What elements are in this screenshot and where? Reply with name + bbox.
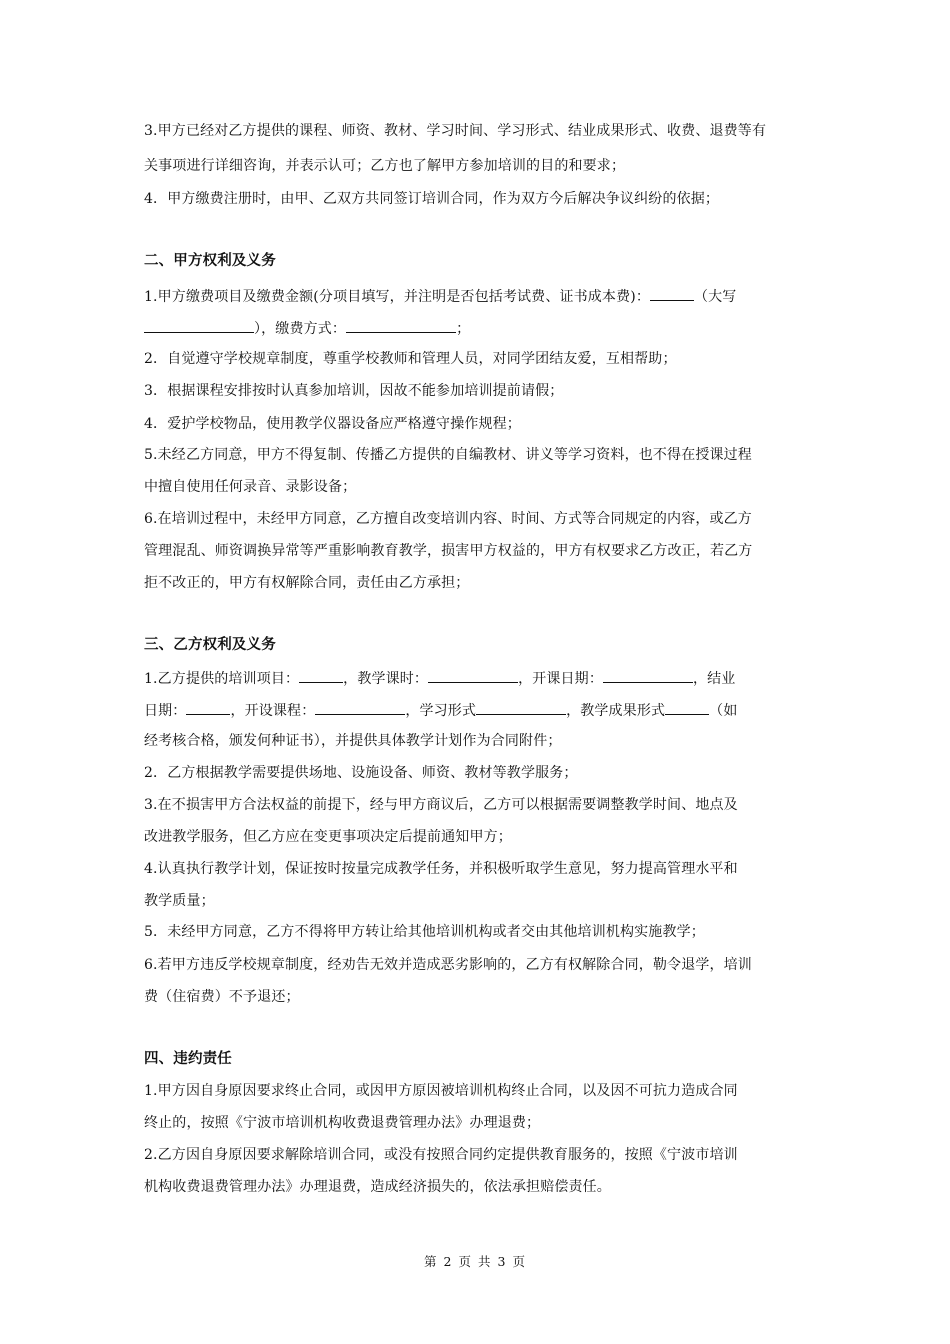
footer-prefix: 第 <box>424 1254 438 1269</box>
section-4-item-2-line-2: 机构收费退费管理办法》办理退费，造成经济损失的，依法承担赔偿责任。 <box>144 1179 611 1195</box>
section-3-item-1-line-2 <box>144 699 814 721</box>
training-project-blank <box>299 667 343 683</box>
training-project-label: 1.乙方提供的培训项目： <box>144 671 300 687</box>
completion-label: ，结业 <box>692 671 736 687</box>
outcome-form-blank <box>665 699 709 715</box>
section-2-item-1-line-1 <box>144 285 814 307</box>
clause-4: 4．甲方缴费注册时，由甲、乙双方共同签订培训合同，作为双方今后解决争议纠纷的依据； <box>144 191 720 207</box>
section-2-item-1-text: 1.甲方缴费项目及缴费金额(分项目填写，并注明是否包括考试费、证书成本费)： <box>144 289 650 305</box>
section-2-item-1-capital: （大写 <box>693 289 737 305</box>
footer-total-word: 共 <box>478 1254 492 1269</box>
completion-date-label: 日期： <box>144 703 187 719</box>
footer-suffix: 页 <box>512 1254 526 1269</box>
courses-label: ，开设课程： <box>230 703 316 719</box>
class-hours-blank <box>428 667 518 683</box>
courses-blank <box>315 699 405 715</box>
section-2-item-5-line-2: 中擅自使用任何录音、录影设备； <box>144 479 357 495</box>
clause-3-line-2: 关事项进行详细咨询，并表示认可；乙方也了解甲方参加培训的目的和要求； <box>144 158 626 174</box>
class-hours-label: ，教学课时： <box>343 671 429 687</box>
section-2-item-6-line-1: 6.在培训过程中，未经甲方同意，乙方擅自改变培训内容、时间、方式等合同规定的内容，或乙方 <box>144 511 752 527</box>
section-3-item-5: 5．未经甲方同意，乙方不得将甲方转让给其他培训机构或者交由其他培训机构实施教学； <box>144 924 705 940</box>
study-form-blank <box>476 699 566 715</box>
section-4-item-1-line-2: 终止的，按照《宁波市培训机构收费退费管理办法》办理退费； <box>144 1115 541 1131</box>
section-2-item-2: 2．自觉遵守学校规章制度，尊重学校教师和管理人员，对同学团结友爱，互相帮助； <box>144 351 677 367</box>
section-3-item-4-line-2: 教学质量； <box>144 893 215 909</box>
section-2-item-1-end: ； <box>456 321 471 337</box>
section-3-item-6-line-2: 费（住宿费）不予退还； <box>144 989 300 1005</box>
section-3-item-3-line-1: 3.在不损害甲方合法权益的前提下，经与甲方商议后，乙方可以根据需要调整教学时间、地点及 <box>144 797 738 813</box>
completion-date-blank <box>186 699 230 715</box>
start-date-blank <box>603 667 693 683</box>
section-3-item-3-line-2: 改进教学服务，但乙方应在变更事项决定后提前通知甲方； <box>144 829 512 845</box>
section-2-item-6-line-2: 管理混乱、师资调换异常等严重影响教育教学，损害甲方权益的，甲方有权要求乙方改正，若乙方 <box>144 543 753 559</box>
section-2-title: 二、甲方权利及义务 <box>144 253 276 269</box>
section-4-item-1-line-1: 1.甲方因自身原因要求终止合同，或因甲方原因被培训机构终止合同，以及因不可抗力造成合同 <box>144 1083 738 1099</box>
total-page-count: 3 <box>497 1254 507 1269</box>
fee-capital-blank <box>144 317 254 333</box>
section-2-item-6-line-3: 拒不改正的，甲方有权解除合同，责任由乙方承担； <box>144 575 470 591</box>
clause-3-line-1: 3.甲方已经对乙方提供的课程、师资、教材、学习时间、学习形式、结业成果形式、收费、退费等有 <box>144 123 767 139</box>
section-2-item-4: 4．爱护学校物品，使用教学仪器设备应严格遵守操作规程； <box>144 416 521 432</box>
start-date-label: ，开课日期： <box>518 671 603 687</box>
page-footer <box>0 1252 950 1270</box>
section-3-item-6-line-1: 6.若甲方违反学校规章制度，经劝告无效并造成恶劣影响的，乙方有权解除合同，勒令退学，培训 <box>144 957 752 973</box>
section-2-item-1-line-2 <box>144 317 814 339</box>
section-3-title: 三、乙方权利及义务 <box>144 637 276 653</box>
outcome-form-label: ，教学成果形式 <box>566 703 666 719</box>
section-3-item-2: 2．乙方根据教学需要提供场地、设施设备、师资、教材等教学服务； <box>144 765 578 781</box>
study-form-label: ，学习形式 <box>405 703 477 719</box>
section-4-item-2-line-1: 2.乙方因自身原因要求解除培训合同，或没有按照合同约定提供教育服务的，按照《宁波市培训 <box>144 1147 738 1163</box>
section-2-item-3: 3．根据课程安排按时认真参加培训，因故不能参加培训提前请假； <box>144 383 564 399</box>
section-2-item-5-line-1: 5.未经乙方同意，甲方不得复制、传播乙方提供的自编教材、讲义等学习资料，也不得在授课过程 <box>144 447 752 463</box>
payment-method-blank <box>346 317 456 333</box>
payment-method-label: ），缴费方式： <box>254 321 347 337</box>
current-page-number: 2 <box>443 1254 453 1269</box>
section-3-item-1-line-1 <box>144 667 814 689</box>
section-3-item-1-line-3: 经考核合格，颁发何种证书），并提供具体教学计划作为合同附件； <box>144 733 562 749</box>
section-4-title: 四、违约责任 <box>144 1051 232 1067</box>
section-3-item-4-line-1: 4.认真执行教学计划，保证按时按量完成教学任务，并积极听取学生意见，努力提高管理水平和 <box>144 861 738 877</box>
fee-amount-blank <box>650 285 694 301</box>
footer-page-word: 页 <box>458 1254 472 1269</box>
section-3-item-1-paren: （如 <box>709 703 738 719</box>
